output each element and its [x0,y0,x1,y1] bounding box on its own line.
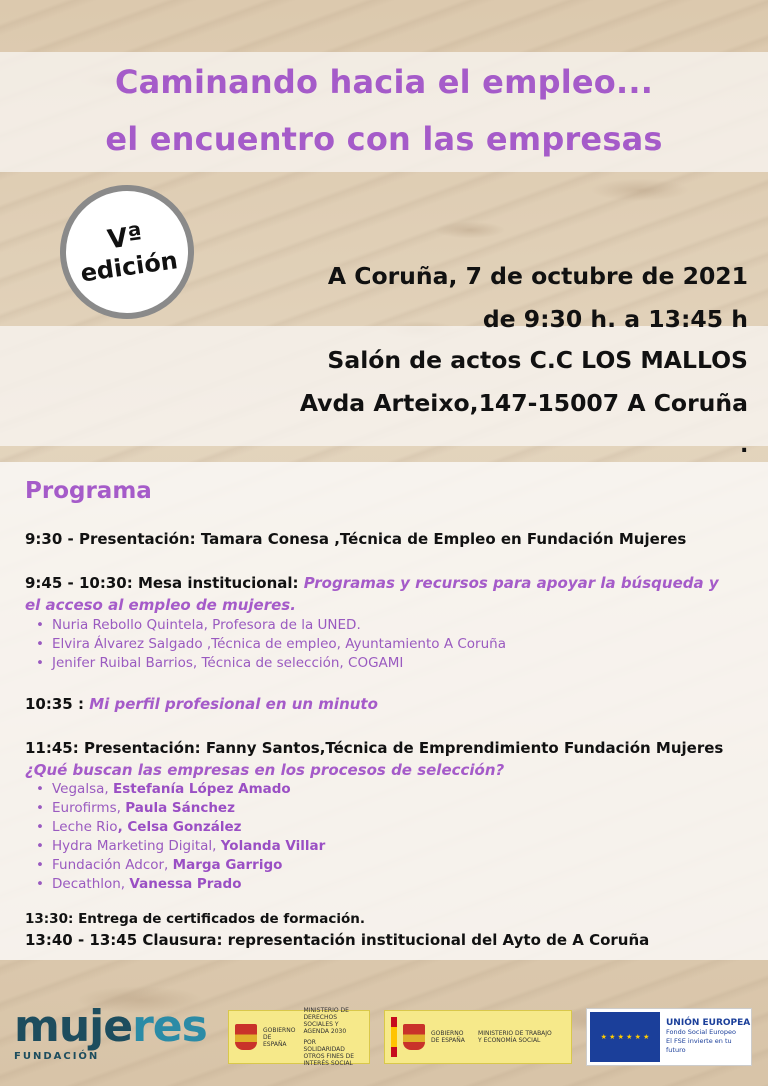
european-union-logo: ★ ★ ★ ★ ★ ★ UNIÓN EUROPEA Fondo Social Europeo El FSE invierte en tu futuro [586,1008,752,1066]
edition-label: edición [78,246,180,288]
event-date: A Coruña, 7 de octubre de 2021 [327,262,748,290]
list-item: • Hydra Marketing Digital, Yolanda Villar [38,838,325,854]
edition-badge [51,176,202,327]
info-band [0,326,768,446]
program-item-2 [25,574,719,592]
event-address: Avda Arteixo,147-15007 A Coruña [299,389,748,417]
program-item-2-title-a: Programas y recursos para apoyar la búsqueda y [303,574,719,592]
event-venue: Salón de actos C.C LOS MALLOS [327,346,748,374]
list-item: • Fundación Adcor, Marga Garrigo [38,857,282,873]
program-item-3 [25,695,378,713]
list-item: • Leche Rio, Celsa González [38,819,242,835]
eu-flag-icon: ★ ★ ★ ★ ★ ★ [590,1012,660,1062]
program-item-1: 9:30 - Presentación: Tamara Conesa ,Técnica de Empleo en Fundación Mujeres [25,530,687,548]
program-item-2-title-b: el acceso al empleo de mujeres. [25,596,296,614]
fundacion-mujeres-logo: mujeres FUNDACIÓN [14,1001,207,1062]
ministry-labour-logo: GOBIERNO DE ESPAÑA MINISTERIO DE TRABAJO Y ECONOMÍA SOCIAL [384,1010,572,1064]
program-item-2-lead: 9:45 - 10:30: Mesa institucional: [25,574,304,592]
list-item: • Decathlon, Vanessa Prado [38,876,241,892]
title-line-2: el encuentro con las empresas [105,120,663,158]
program-heading: Programa [25,478,152,504]
program-item-3-title: Mi perfil profesional en un minuto [89,695,378,713]
list-item: • Vegalsa, Estefanía López Amado [38,781,291,797]
spain-coat-of-arms-icon [235,1024,257,1050]
program-item-4-question: ¿Qué buscan las empresas en los procesos de selección? [25,761,505,779]
list-item: • Nuria Rebollo Quintela, Profesora de la UNED. [38,617,361,633]
list-item: • Elvira Álvarez Salgado ,Técnica de empleo, Ayuntamiento A Coruña [38,636,506,652]
ministry-social-rights-logo: GOBIERNO DE ESPAÑA MINISTERIO DE DERECHOS SOCIALES Y AGENDA 2030 POR SOLIDARIDAD OTROS FINES DE INTERÉS SOCIAL [228,1010,370,1064]
trailing-dot: . [740,433,749,458]
spain-coat-of-arms-icon [403,1024,425,1050]
list-item: • Eurofirms, Paula Sánchez [38,800,235,816]
program-item-5: 13:30: Entrega de certificados de formación. [25,911,365,927]
program-item-6: 13:40 - 13:45 Clausura: representación institucional del Ayto de A Coruña [25,931,650,949]
edition-number: Vª [105,220,145,256]
event-time: de 9:30 h. a 13:45 h [482,305,748,333]
program-item-3-lead: 10:35 : [25,695,90,713]
title-line-1: Caminando hacia el empleo... [114,63,654,101]
spain-flag-icon [391,1017,397,1057]
program-item-4: 11:45: Presentación: Fanny Santos,Técnica de Emprendimiento Fundación Mujeres [25,739,724,757]
list-item: • Jenifer Ruibal Barrios, Técnica de selección, COGAMI [38,655,403,671]
